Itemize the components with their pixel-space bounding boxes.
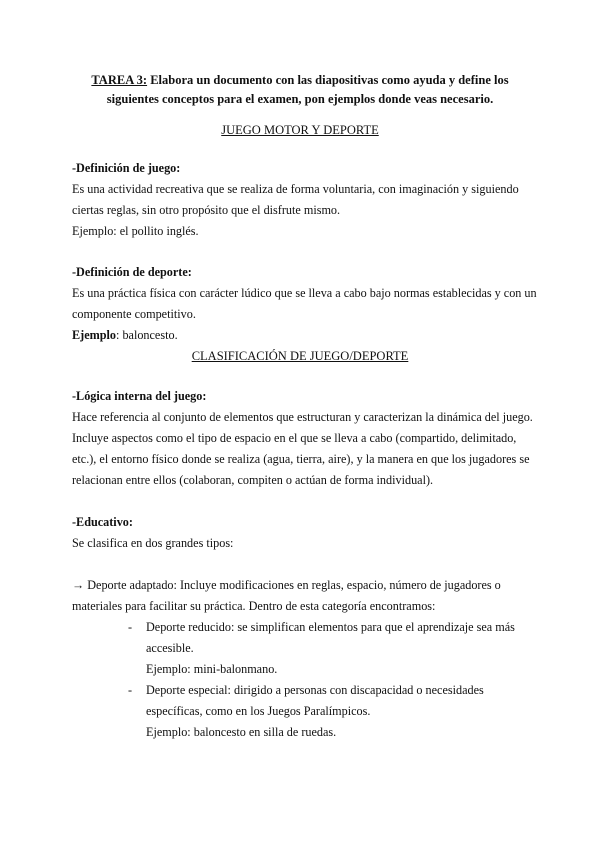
task-label: TAREA 3: (91, 73, 148, 87)
definicion-deporte-text: Es una práctica física con carácter lúdico que se lleva a cabo bajo normas establecidas y con un componente competitivo. (72, 286, 537, 321)
logica-interna-text: Hace referencia al conjunto de elementos que estructuran y caracterizan la dinámica del juego. Incluye aspectos como el tipo de espacio en el que se lleva a cabo (compartido, delimitado, etc.), el entorno físico donde se realiza (agua, tierra, aire), y la manera en que los jugadores se relacionan entre ellos (colaboran, compiten o actúan de forma individual). (72, 410, 533, 487)
list-item (128, 680, 540, 743)
section-title-juego-motor: JUEGO MOTOR Y DEPORTE (221, 123, 379, 137)
list-item-example: Ejemplo: baloncesto en silla de ruedas. (146, 725, 337, 739)
example-label: Ejemplo (72, 328, 117, 342)
list-item-text: Deporte reducido: se simplifican elementos para que el aprendizaje sea más accesible. (146, 620, 515, 655)
definicion-deporte-heading: -Definición de deporte: (72, 265, 192, 279)
definicion-deporte-example (72, 325, 540, 346)
definicion-juego-block (72, 158, 540, 242)
deporte-adaptado-text: → Deporte adaptado: Incluye modificaciones en reglas, espacio, número de jugadores o materiales para facilitar su práctica. Dentro de esta categoría encontramos: (72, 578, 501, 613)
educativo-block (72, 512, 540, 554)
logica-interna-heading: -Lógica interna del juego: (72, 389, 207, 403)
definicion-deporte-block (72, 262, 540, 346)
list-dash: - (128, 620, 133, 634)
list-item (128, 617, 540, 680)
definicion-juego-example: Ejemplo: el pollito inglés. (72, 224, 199, 238)
list-dash: - (128, 683, 133, 697)
list-item-example: Ejemplo: mini-balonmano. (146, 662, 278, 676)
task-instruction: Elabora un documento con las diapositivas como ayuda y define los siguientes conceptos para el examen, pon ejemplos donde veas necesario. (106, 73, 509, 106)
logica-interna-block (72, 386, 540, 491)
definicion-juego-heading: -Definición de juego: (72, 161, 181, 175)
educativo-text: Se clasifica en dos grandes tipos: (72, 536, 234, 550)
educativo-heading: -Educativo: (72, 515, 133, 529)
example-value: : baloncesto. (116, 328, 178, 342)
deporte-adaptado-block (72, 575, 540, 617)
list-item-text: Deporte especial: dirigido a personas con discapacidad o necesidades específicas, como en los Juegos Paralímpicos. (146, 683, 484, 718)
deporte-adaptado-list (128, 617, 540, 743)
section-title-clasificacion: CLASIFICACIÓN DE JUEGO/DEPORTE (191, 349, 409, 363)
task-header (72, 71, 528, 109)
definicion-juego-text: Es una actividad recreativa que se realiza de forma voluntaria, con imaginación y siguiendo ciertas reglas, sin otro propósito que el disfrute mismo. (72, 182, 519, 217)
